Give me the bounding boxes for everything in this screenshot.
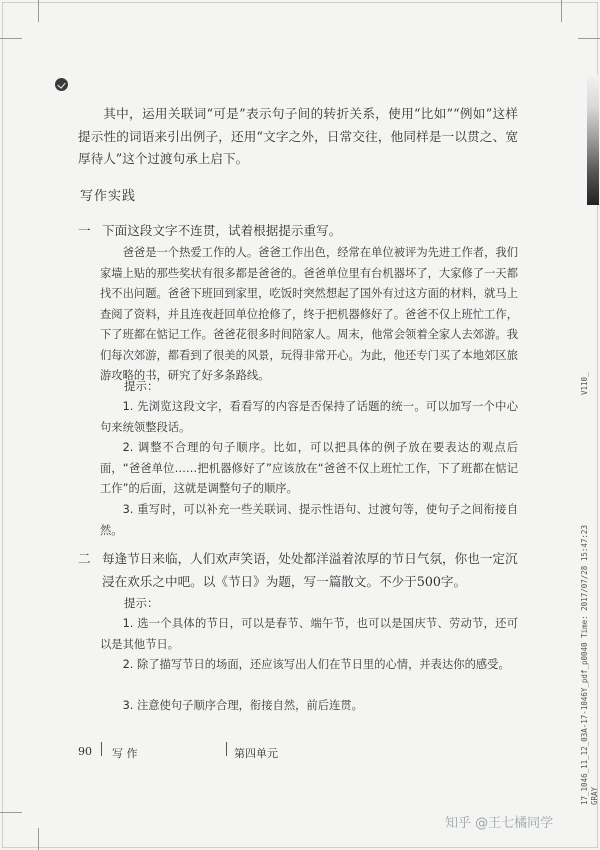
task-1-passage: 爸爸是一个热爱工作的人。爸爸工作出色，经常在单位被评为先进工作者，我们家墙上贴的那些奖状有很多都是爸爸的。爸爸单位里有台机器坏了，大家修了一天都找不出问题。爸爸下班回到家里，吃饭时突然想起了国外有过这方面的材料，就马上查阅了资料，并且连夜赶回单位抢修了，终于把机器修好了。爸爸不仅上班忙工作，下了班都在惦记工作。爸爸花很多时间陪家人。周末，他常会领着全家人去郊游。我们每次郊游，都看到了很美的风景，玩得非常开心。为此，他还专门买了本地郊区旅游攻略的书，研究了好多条路线。 — [100, 246, 518, 382]
task-1-hint-3: 3. 重写时，可以补充一些关联词、提示性语句、过渡句等，使句子之间衔接自然。 — [100, 503, 518, 537]
intro-paragraph: 其中，运用关联词“可是”表示句子间的转折关系，使用“比如”“例如”这样提示性的词语来引出例子，还用“文字之外，日常交往，他同样是一以贯之、宽厚待人”这个过渡句承上启下。 — [78, 106, 518, 167]
crop-mark-top-left-v — [38, 0, 39, 22]
crop-mark-top-left — [0, 38, 22, 39]
task-1-number: 一 — [78, 223, 91, 238]
task-1-instruction: 下面这段文字不连贯，试着根据提示重写。 — [102, 223, 342, 238]
watermark: 知乎 @王七橘同学 — [445, 816, 554, 831]
crop-mark-bottom-left-v — [38, 828, 39, 850]
crop-mark-top-right-v — [561, 0, 562, 22]
footer-divider-1 — [101, 742, 102, 756]
side-label-top: V110_ — [580, 372, 589, 395]
task-2-hint-3: 3. 注意使句子顺序合理，衔接自然，前后连贯。 — [122, 699, 363, 712]
task-1-hint-1: 1. 先浏览这段文字，看看写的内容是否保持了话题的统一。可以加写一个中心句来统领整段话。 — [100, 400, 518, 434]
section-title: 写作实践 — [80, 189, 137, 204]
task-2-instruction: 每逢节日来临，人们欢声笑语，处处都洋溢着浓厚的节日气氛，你也一定沉浸在欢乐之中吧。以《节日》为题，写一篇散文。不少于500字。 — [102, 551, 518, 589]
task-1-hint-2: 2. 调整不合理的句子顺序。比如，可以把具体的例子放在要表达的观点后面，“爸爸单位……把机器修好了”应该放在“爸爸不仅上班忙工作，下了班都在惦记工作”的后面，这就是调整句子的顺序。 — [100, 441, 518, 495]
task-1-hint-label: 提示： — [124, 379, 159, 393]
gray-scale-strip — [587, 75, 599, 205]
task-2-number: 二 — [78, 551, 91, 566]
side-label-bottom: 17_1046_11_12_03A-17-1046Y_pdf_p0040 Time: 2017/07/28 15:47:23 — [580, 525, 589, 805]
publisher-logo-icon — [55, 78, 68, 91]
footer-divider-2 — [226, 742, 227, 756]
page-number: 90 — [78, 745, 92, 758]
task-2-hint-2: 2. 除了描写节日的场面，还应该写出人们在节日里的心情，并表达你的感受。 — [122, 658, 510, 671]
gray-label: GRAY — [590, 786, 599, 805]
task-2-hint-1: 1. 选一个具体的节日，可以是春节、端午节，也可以是国庆节、劳动节，还可以是其他节日。 — [100, 617, 518, 651]
crop-mark-top-right — [578, 38, 600, 39]
footer-unit: 第四单元 — [234, 747, 278, 760]
crop-mark-bottom-left — [0, 812, 22, 813]
footer-section: 写 作 — [112, 747, 138, 760]
task-2-hint-label: 提示： — [124, 596, 159, 610]
